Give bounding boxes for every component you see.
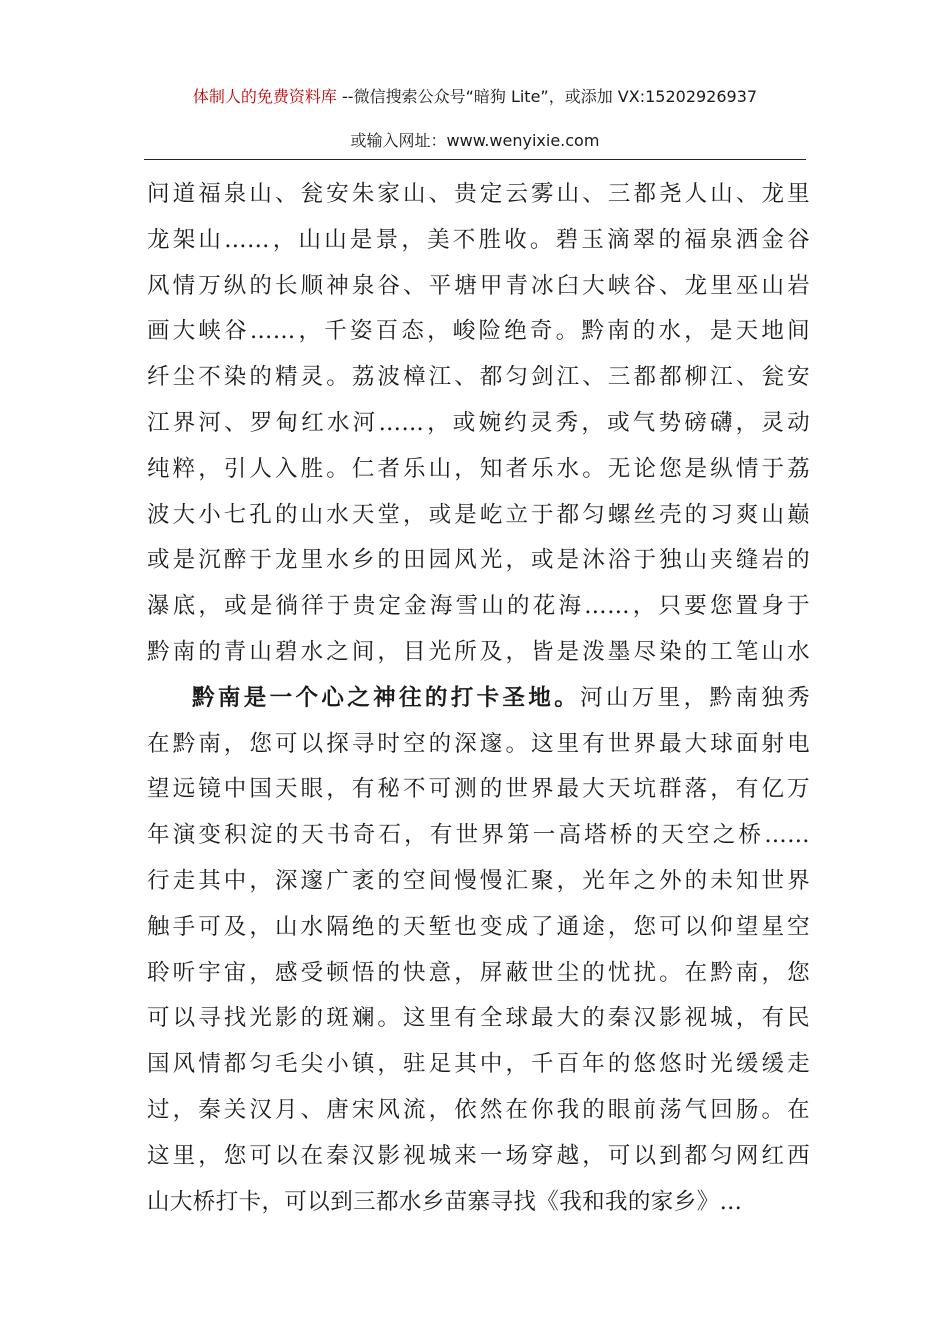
text-line: 龙架山……，山山是景，美不胜收。碧玉滴翠的福泉洒金谷	[147, 226, 810, 253]
text-line: 这里，您可以在秦汉影视城来一场穿越，可以到都匀网红西	[147, 1142, 810, 1169]
text-line: 瀑底，或是徜徉于贵定金海雪山的花海……，只要您置身于	[147, 593, 810, 620]
paragraph-heading: 黔南是一个心之神往的打卡圣地。	[192, 684, 581, 711]
header-divider	[144, 159, 806, 160]
text-line: 画大峡谷……，千姿百态，峻险绝奇。黔南的水，是天地间	[147, 318, 810, 345]
text-line: 黔南的青山碧水之间，目光所及，皆是泼墨尽染的工笔山水	[147, 638, 810, 665]
text-line: 或是沉醉于龙里水乡的田园风光，或是沐浴于独山夹缝岩的	[147, 547, 810, 574]
text-line: 望远镜中国天眼，有秘不可测的世界最大天坑群落，有亿万	[147, 776, 810, 803]
document-body	[147, 172, 810, 1225]
text-line: 纤尘不染的精灵。荔波樟江、都匀剑江、三都都柳江、瓮安	[147, 364, 810, 391]
website-line: 或输入网址：www.wenyixie.com	[350, 131, 600, 150]
text-line: 行走其中，深邃广袤的空间慢慢汇聚，光年之外的未知世界	[147, 867, 810, 894]
text-line: 在黔南，您可以探寻时空的深邃。这里有世界最大球面射电	[147, 730, 810, 757]
text-line: 问道福泉山、瓮安朱家山、贵定云雾山、三都尧人山、龙里	[147, 181, 810, 207]
text-line: 年演变积淀的天书奇石，有世界第一高塔桥的天空之桥……	[147, 822, 810, 849]
paragraph-2	[147, 676, 810, 1226]
text-line: 过，秦关汉月、唐宋风流，依然在你我的眼前荡气回肠。在	[147, 1096, 810, 1123]
paragraph-heading-line	[147, 676, 810, 722]
text-line: 波大小七孔的山水天堂，或是屹立于都匀螺丝壳的习爽山巅	[147, 501, 810, 528]
text-line: 可以寻找光影的斑斓。这里有全球最大的秦汉影视城，有民	[147, 1005, 810, 1032]
promo-text: --微信搜索公众号“暗狗 Lite”，或添加 VX:15202926937	[336, 87, 758, 106]
text-line: 风情万纵的长顺神泉谷、平塘甲青冰臼大峡谷、龙里巫山岩	[147, 272, 810, 299]
text-line: 触手可及，山水隔绝的天堑也变成了通途，您可以仰望星空	[147, 913, 810, 940]
text-line: 纯粹，引人入胜。仁者乐山，知者乐水。无论您是纵情于荔	[147, 455, 810, 482]
library-name: 体制人的免费资料库	[192, 87, 337, 106]
text-line: 山大桥打卡，可以到三都水乡苗寨寻找《我和我的家乡》…	[147, 1188, 743, 1215]
text-line: 江界河、罗甸红水河……，或婉约灵秀，或气势磅礴，灵动	[147, 409, 810, 436]
text-line: 聆听宇宙，感受顿悟的快意，屏蔽世尘的忧扰。在黔南，您	[147, 959, 810, 986]
paragraph-1	[147, 172, 810, 676]
header-banner	[0, 84, 950, 110]
heading-line-rest: 河山万里，黔南独秀	[580, 684, 810, 711]
text-line: 国风情都匀毛尖小镇，驻足其中，千百年的悠悠时光缓缓走	[147, 1051, 810, 1078]
